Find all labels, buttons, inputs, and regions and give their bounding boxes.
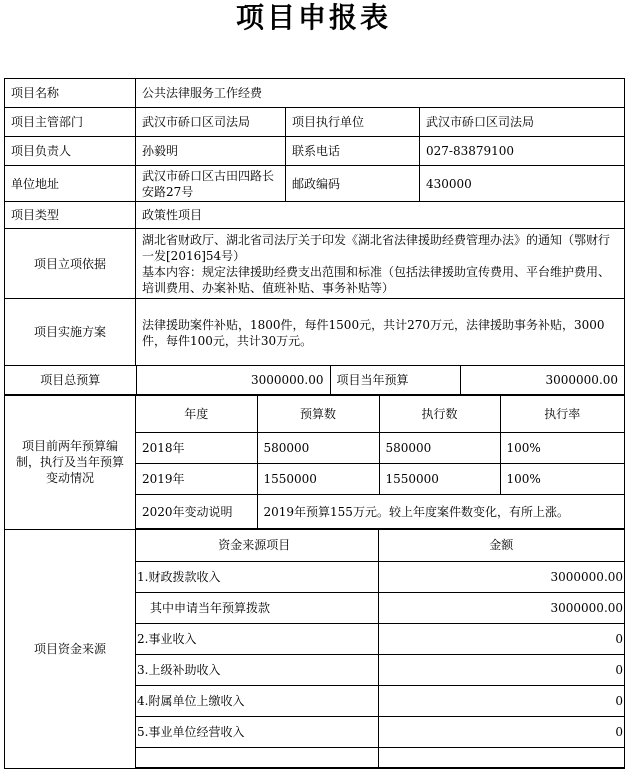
history-label: 项目前两年预算编制，执行及当年预算变动情况: [5, 395, 136, 530]
leader-label: 项目负责人: [5, 137, 136, 166]
basis-line-1: 湖北省财政厅、湖北省司法厅关于印发《湖北省法律援助经费管理办法》的通知（鄂财行一发[2016]54号）: [142, 232, 611, 263]
history-header-budget: 预算数: [257, 396, 379, 433]
fund-item-cell: 3.上级补助收入: [136, 654, 378, 685]
supervisor-label: 项目主管部门: [5, 108, 136, 137]
fund-source-label: 项目资金来源: [5, 530, 136, 769]
table-row: [136, 685, 624, 716]
history-rate-cell: 100%: [500, 433, 624, 464]
leader-value: 孙毅明: [136, 137, 286, 166]
fund-amount-cell: [378, 747, 624, 767]
change-text: 2019年预算155万元。较上年度案件数变化，有所上涨。: [257, 495, 624, 529]
fund-source-cell: [136, 530, 625, 769]
fund-amount-cell: 0: [378, 685, 624, 716]
total-budget-label: 项目总预算: [5, 366, 136, 394]
history-cell: [136, 395, 625, 530]
history-executed-cell: 580000: [379, 433, 500, 464]
history-header-year: 年度: [136, 396, 257, 433]
plan-value: 法律援助案件补贴，1800件，每件1500元，共计270万元，法律援助事务补贴，3000件，每件100元，共计30万元。: [136, 299, 625, 366]
fund-amount-cell: 0: [378, 623, 624, 654]
history-header-executed: 执行数: [379, 396, 500, 433]
basis-value: [136, 229, 625, 299]
history-header-rate: 执行率: [500, 396, 624, 433]
basis-line-2: 基本内容：规定法律援助经费支出范围和标准（包括法律援助宣传费用、平台维护费用、培训费用、办案补贴、值班补贴、事务补贴等）: [142, 264, 611, 295]
fund-item-cell: 其中申请当年预算拨款: [136, 592, 378, 623]
fund-item-cell: [136, 747, 378, 767]
project-name-label: 项目名称: [5, 79, 136, 108]
table-row: [136, 592, 624, 623]
fund-item-cell: 5.事业单位经营收入: [136, 716, 378, 747]
current-budget-value: 3000000.00: [460, 366, 624, 394]
table-row: [136, 747, 624, 767]
executor-value: 武汉市硚口区司法局: [420, 108, 625, 137]
table-row: [136, 716, 624, 747]
budget-table: [5, 366, 624, 395]
table-row: [136, 561, 624, 592]
table-row: [136, 464, 624, 495]
fund-item-cell: 1.财政拨款收入: [136, 561, 378, 592]
fund-item-cell: 4.附属单位上缴收入: [136, 685, 378, 716]
budget-row: [5, 366, 625, 396]
fund-header-item: 资金来源项目: [136, 530, 378, 561]
fund-amount-cell: 3000000.00: [378, 592, 624, 623]
table-row: [136, 433, 624, 464]
address-label: 单位地址: [5, 166, 136, 202]
history-budget-cell: 580000: [257, 433, 379, 464]
total-budget-value: 3000000.00: [136, 366, 330, 394]
history-table: [136, 396, 624, 530]
postcode-value: 430000: [420, 166, 625, 202]
change-label: 2020年变动说明: [136, 495, 257, 529]
fund-item-cell: 2.事业收入: [136, 623, 378, 654]
table-row: [136, 623, 624, 654]
type-value: 政策性项目: [136, 202, 625, 229]
phone-label: 联系电话: [286, 137, 420, 166]
project-name-value: 公共法律服务工作经费: [136, 79, 625, 108]
current-budget-label: 项目当年预算: [330, 366, 460, 394]
basis-label: 项目立项依据: [5, 229, 136, 299]
supervisor-value: 武汉市硚口区司法局: [136, 108, 286, 137]
fund-amount-cell: 0: [378, 654, 624, 685]
page-title: 项目申报表: [235, 1, 391, 34]
history-executed-cell: 1550000: [379, 464, 500, 495]
history-year-cell: 2019年: [136, 464, 257, 495]
fund-amount-cell: 0: [378, 716, 624, 747]
project-application-table: [4, 78, 625, 769]
address-value: 武汉市硚口区古田四路长安路27号: [136, 166, 286, 202]
history-rate-cell: 100%: [500, 464, 624, 495]
table-row: [136, 654, 624, 685]
postcode-label: 邮政编码: [286, 166, 420, 202]
fund-amount-cell: 3000000.00: [378, 561, 624, 592]
plan-label: 项目实施方案: [5, 299, 136, 366]
fund-header-amount: 金额: [378, 530, 624, 561]
fund-source-table: [136, 530, 624, 768]
executor-label: 项目执行单位: [286, 108, 420, 137]
type-label: 项目类型: [5, 202, 136, 229]
history-budget-cell: 1550000: [257, 464, 379, 495]
history-year-cell: 2018年: [136, 433, 257, 464]
phone-value: 027-83879100: [420, 137, 625, 166]
